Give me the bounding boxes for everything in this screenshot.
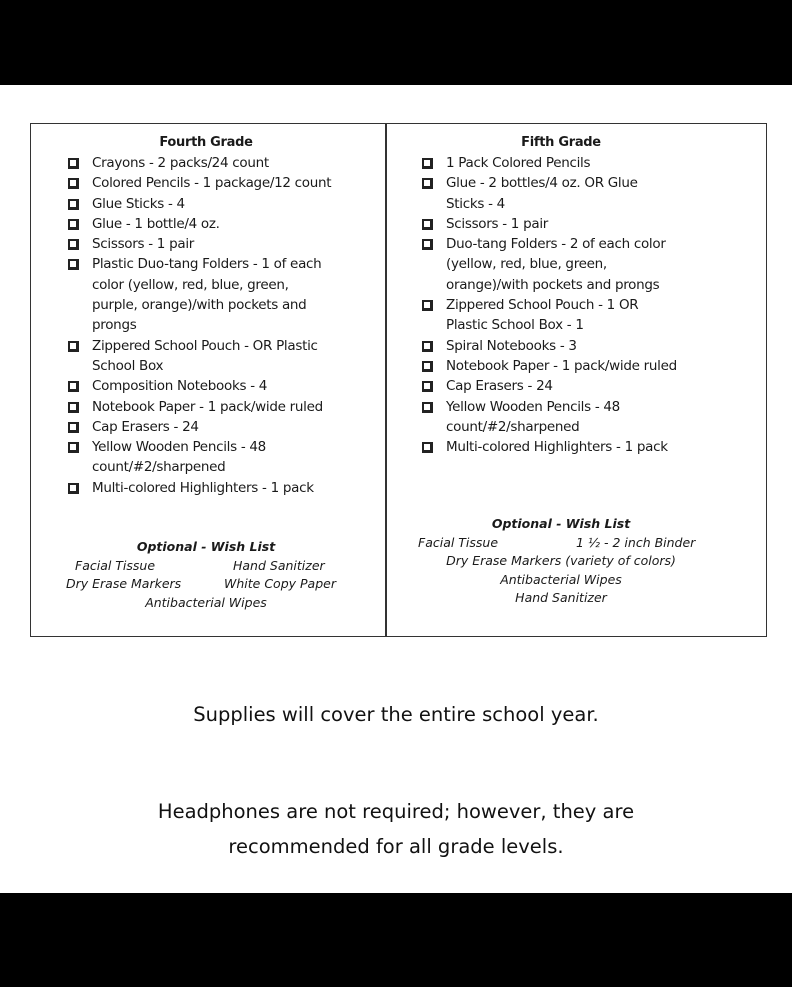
item-text: Yellow Wooden Pencils - 48 xyxy=(446,398,620,415)
checkbox-icon xyxy=(422,381,433,392)
list-item xyxy=(68,254,331,335)
checkbox-icon xyxy=(68,341,79,352)
item-text: Spiral Notebooks - 3 xyxy=(446,337,577,354)
checkbox-icon xyxy=(68,239,79,250)
item-text: Glue - 2 bottles/4 oz. OR Glue xyxy=(446,175,638,192)
optional-item: Facial Tissue xyxy=(75,557,156,573)
list-item xyxy=(422,214,677,234)
list-item xyxy=(68,376,331,396)
item-text: count/#2/sharpened xyxy=(92,459,226,476)
list-item xyxy=(68,214,331,234)
optional-item: Antibacterial Wipes xyxy=(500,571,622,587)
list-item xyxy=(68,173,331,193)
checkbox-icon xyxy=(422,219,433,230)
headphones-note-line2: recommended for all grade levels. xyxy=(228,835,564,858)
item-text: purple, orange)/with pockets and xyxy=(92,297,307,314)
item-text: Plastic Duo-tang Folders - 1 of each xyxy=(92,256,322,273)
list-item xyxy=(422,397,677,438)
item-text: Sticks - 4 xyxy=(446,195,505,212)
item-text: Duo-tang Folders - 2 of each color xyxy=(446,236,666,253)
checkbox-icon xyxy=(68,158,79,169)
fourth-optional xyxy=(56,538,356,612)
item-text: Glue Sticks - 4 xyxy=(92,195,185,212)
checkbox-icon xyxy=(422,341,433,352)
item-text: Notebook Paper - 1 pack/wide ruled xyxy=(92,398,323,415)
list-item xyxy=(68,194,331,214)
item-text: Glue - 1 bottle/4 oz. xyxy=(92,215,220,232)
optional-item: Hand Sanitizer xyxy=(515,590,607,605)
item-text: Colored Pencils - 1 package/12 count xyxy=(92,175,332,192)
item-text: Cap Erasers - 24 xyxy=(446,378,553,395)
fifth-grade-title: Fifth Grade xyxy=(521,135,601,150)
supplies-note: Supplies will cover the entire school year. xyxy=(193,703,599,726)
list-item xyxy=(422,437,677,457)
item-text: Scissors - 1 pair xyxy=(446,215,549,232)
optional-item: Dry Erase Markers xyxy=(66,576,182,591)
checkbox-icon xyxy=(422,239,433,250)
list-item xyxy=(68,478,331,498)
fourth-grade-title: Fourth Grade xyxy=(159,135,253,150)
item-text: orange)/with pockets and prongs xyxy=(446,276,660,293)
list-item xyxy=(422,376,677,396)
checkbox-icon xyxy=(68,483,79,494)
list-item xyxy=(422,234,677,295)
optional-item: White Copy Paper xyxy=(224,576,336,591)
optional-item: 1 ½ - 2 inch Binder xyxy=(576,534,696,550)
fifth-grade-list xyxy=(422,153,677,457)
checkbox-icon xyxy=(422,442,433,453)
optional-title: Optional - Wish List xyxy=(491,516,631,531)
item-text: Zippered School Pouch - OR Plastic xyxy=(92,337,318,354)
column-divider xyxy=(385,123,387,637)
item-text: Composition Notebooks - 4 xyxy=(92,378,268,395)
fifth-optional xyxy=(411,515,711,608)
checkbox-icon xyxy=(68,219,79,230)
checkbox-icon xyxy=(68,381,79,392)
checkbox-icon xyxy=(68,402,79,413)
headphones-note-line1: Headphones are not required; however, they are xyxy=(157,800,635,823)
optional-item: Facial Tissue xyxy=(418,534,499,550)
list-item xyxy=(68,234,331,254)
fourth-grade-list xyxy=(68,153,331,498)
item-text: color (yellow, red, blue, green, xyxy=(92,276,289,293)
item-text: Notebook Paper - 1 pack/wide ruled xyxy=(446,357,677,374)
list-item xyxy=(68,417,331,437)
item-text: School Box xyxy=(92,357,164,374)
list-item xyxy=(422,356,677,376)
item-text: Multi-colored Highlighters - 1 pack xyxy=(446,439,668,456)
optional-item: Antibacterial Wipes xyxy=(145,594,267,610)
item-text: Yellow Wooden Pencils - 48 xyxy=(92,439,266,456)
list-item xyxy=(68,336,331,377)
optional-item: Hand Sanitizer xyxy=(233,557,325,573)
list-item xyxy=(422,336,677,356)
list-item xyxy=(422,173,677,214)
checkbox-icon xyxy=(422,361,433,372)
list-item xyxy=(68,397,331,417)
checkbox-icon xyxy=(68,199,79,210)
checkbox-icon xyxy=(68,178,79,189)
list-item xyxy=(422,295,677,336)
list-item xyxy=(68,437,331,478)
item-text: prongs xyxy=(92,317,137,334)
checkbox-icon xyxy=(422,300,433,311)
checkbox-icon xyxy=(68,422,79,433)
item-text: Multi-colored Highlighters - 1 pack xyxy=(92,479,314,496)
checkbox-icon xyxy=(68,259,79,270)
checkbox-icon xyxy=(422,178,433,189)
item-text: (yellow, red, blue, green, xyxy=(446,256,607,273)
optional-title: Optional - Wish List xyxy=(136,539,276,554)
item-text: Scissors - 1 pair xyxy=(92,236,195,253)
optional-item: Dry Erase Markers (variety of colors) xyxy=(446,553,676,568)
item-text: count/#2/sharpened xyxy=(446,418,580,435)
list-item xyxy=(68,153,331,173)
item-text: Plastic School Box - 1 xyxy=(446,317,584,334)
checkbox-icon xyxy=(68,442,79,453)
item-text: 1 Pack Colored Pencils xyxy=(446,155,591,171)
checkbox-icon xyxy=(422,402,433,413)
item-text: Crayons - 2 packs/24 count xyxy=(92,155,269,171)
checkbox-icon xyxy=(422,158,433,169)
list-item xyxy=(422,153,677,173)
item-text: Cap Erasers - 24 xyxy=(92,418,199,435)
item-text: Zippered School Pouch - 1 OR xyxy=(446,297,639,314)
